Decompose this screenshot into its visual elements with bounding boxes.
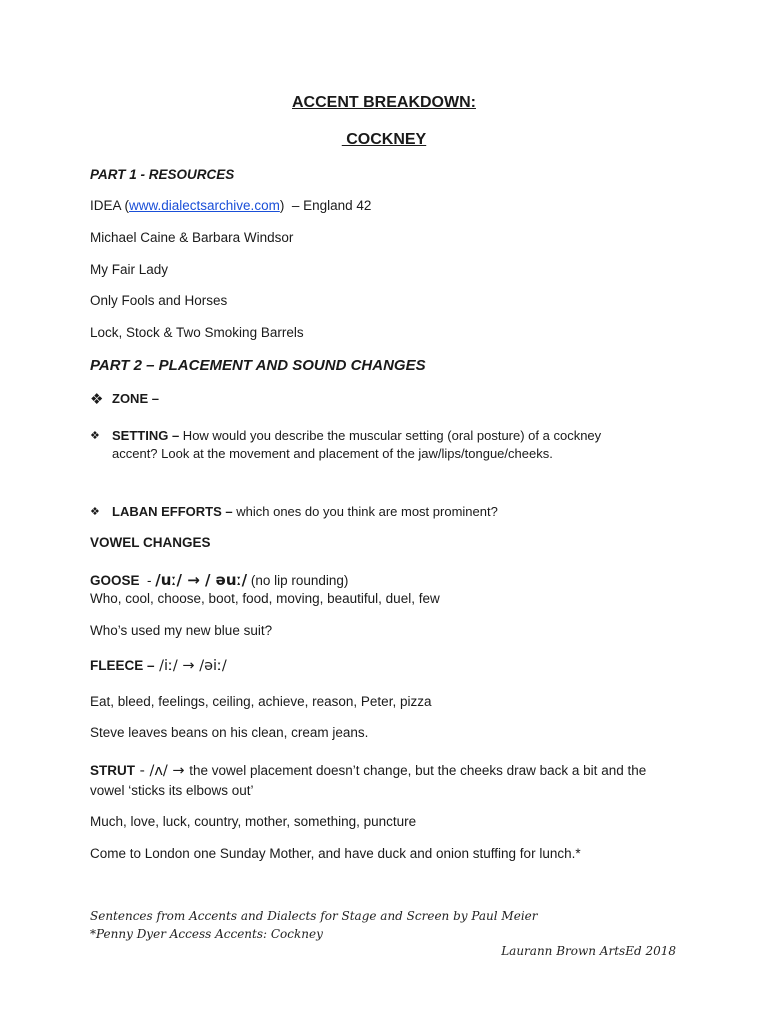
resource-item: Michael Caine & Barbara Windsor (90, 230, 294, 245)
resource-item: Only Fools and Horses (90, 293, 228, 308)
goose-sentence: Who’s used my new blue suit? (90, 623, 273, 638)
setting-label: SETTING – (112, 428, 180, 443)
idea-suffix: ) – England 42 (279, 198, 372, 213)
strut-label: STRUT (90, 763, 135, 778)
strut-from-ipa: - /ʌ/ (135, 763, 168, 779)
setting-bullet (90, 427, 650, 463)
dialects-archive-link[interactable]: www.dialectsarchive.com (129, 198, 280, 213)
goose-from-ipa: /uː/ (155, 571, 182, 589)
goose-words: Who, cool, choose, boot, food, moving, beautiful, duel, few (90, 591, 440, 606)
part1-heading: PART 1 - RESOURCES (90, 167, 235, 182)
setting-text: How would you describe the muscular setting (oral posture) of a cockney accent? Look at the movement and placement of the jaw/lips/tongue/cheeks. (112, 428, 602, 461)
goose-to-ipa: / əuː/ (204, 571, 248, 589)
zone-bullet (90, 390, 650, 408)
resource-item: Lock, Stock & Two Smoking Barrels (90, 325, 304, 340)
idea-resource-line (90, 198, 371, 213)
bullet-diamond-icon: ❖ (90, 430, 100, 442)
arrow-right-icon: → (181, 571, 205, 589)
laban-label: LABAN EFFORTS – (112, 504, 233, 519)
vowel-changes-heading: VOWEL CHANGES (90, 535, 211, 550)
laban-text: which ones do you think are most prominent? (232, 504, 498, 519)
arrow-right-icon: → (167, 763, 190, 779)
strut-words: Much, love, luck, country, mother, something, puncture (90, 814, 417, 829)
fleece-sentence: Steve leaves beans on his clean, cream jeans. (90, 725, 369, 740)
resource-item: My Fair Lady (90, 262, 169, 277)
strut-sentence: Come to London one Sunday Mother, and have duck and onion stuffing for lunch.* (90, 846, 581, 861)
goose-dash: - (139, 573, 156, 588)
footer-dyer-note: *Penny Dyer Access Accents: Cockney (90, 927, 323, 941)
document-subtitle: COCKNEY (341, 131, 427, 148)
bullet-diamond-icon: ❖ (90, 391, 104, 408)
footer-source-note: Sentences from Accents and Dialects for Stage and Screen by Paul Meier (90, 909, 538, 923)
document-title: ACCENT BREAKDOWN: (292, 94, 476, 111)
strut-rule (90, 761, 680, 801)
goose-label: GOOSE (90, 573, 140, 588)
fleece-rule (90, 658, 227, 674)
footer-credit: Laurann Brown ArtsEd 2018 (501, 944, 676, 958)
goose-note: (no lip rounding) (247, 573, 349, 588)
part2-heading: PART 2 – PLACEMENT AND SOUND CHANGES (90, 357, 426, 374)
fleece-from-ipa: /iː/ (154, 658, 178, 674)
fleece-to-ipa: /əiː/ (199, 658, 227, 674)
fleece-words: Eat, bleed, feelings, ceiling, achieve, reason, Peter, pizza (90, 694, 432, 709)
arrow-right-icon: → (177, 658, 200, 674)
idea-prefix: IDEA ( (90, 198, 130, 213)
goose-rule (90, 571, 348, 589)
strut-text: the vowel placement doesn’t change, but the cheeks draw back a bit and the vowel ‘sticks its elbows out’ (90, 763, 647, 798)
bullet-diamond-icon: ❖ (90, 506, 100, 518)
fleece-label: FLEECE – (90, 658, 155, 673)
zone-label: ZONE – (112, 391, 159, 406)
laban-bullet (90, 503, 650, 521)
